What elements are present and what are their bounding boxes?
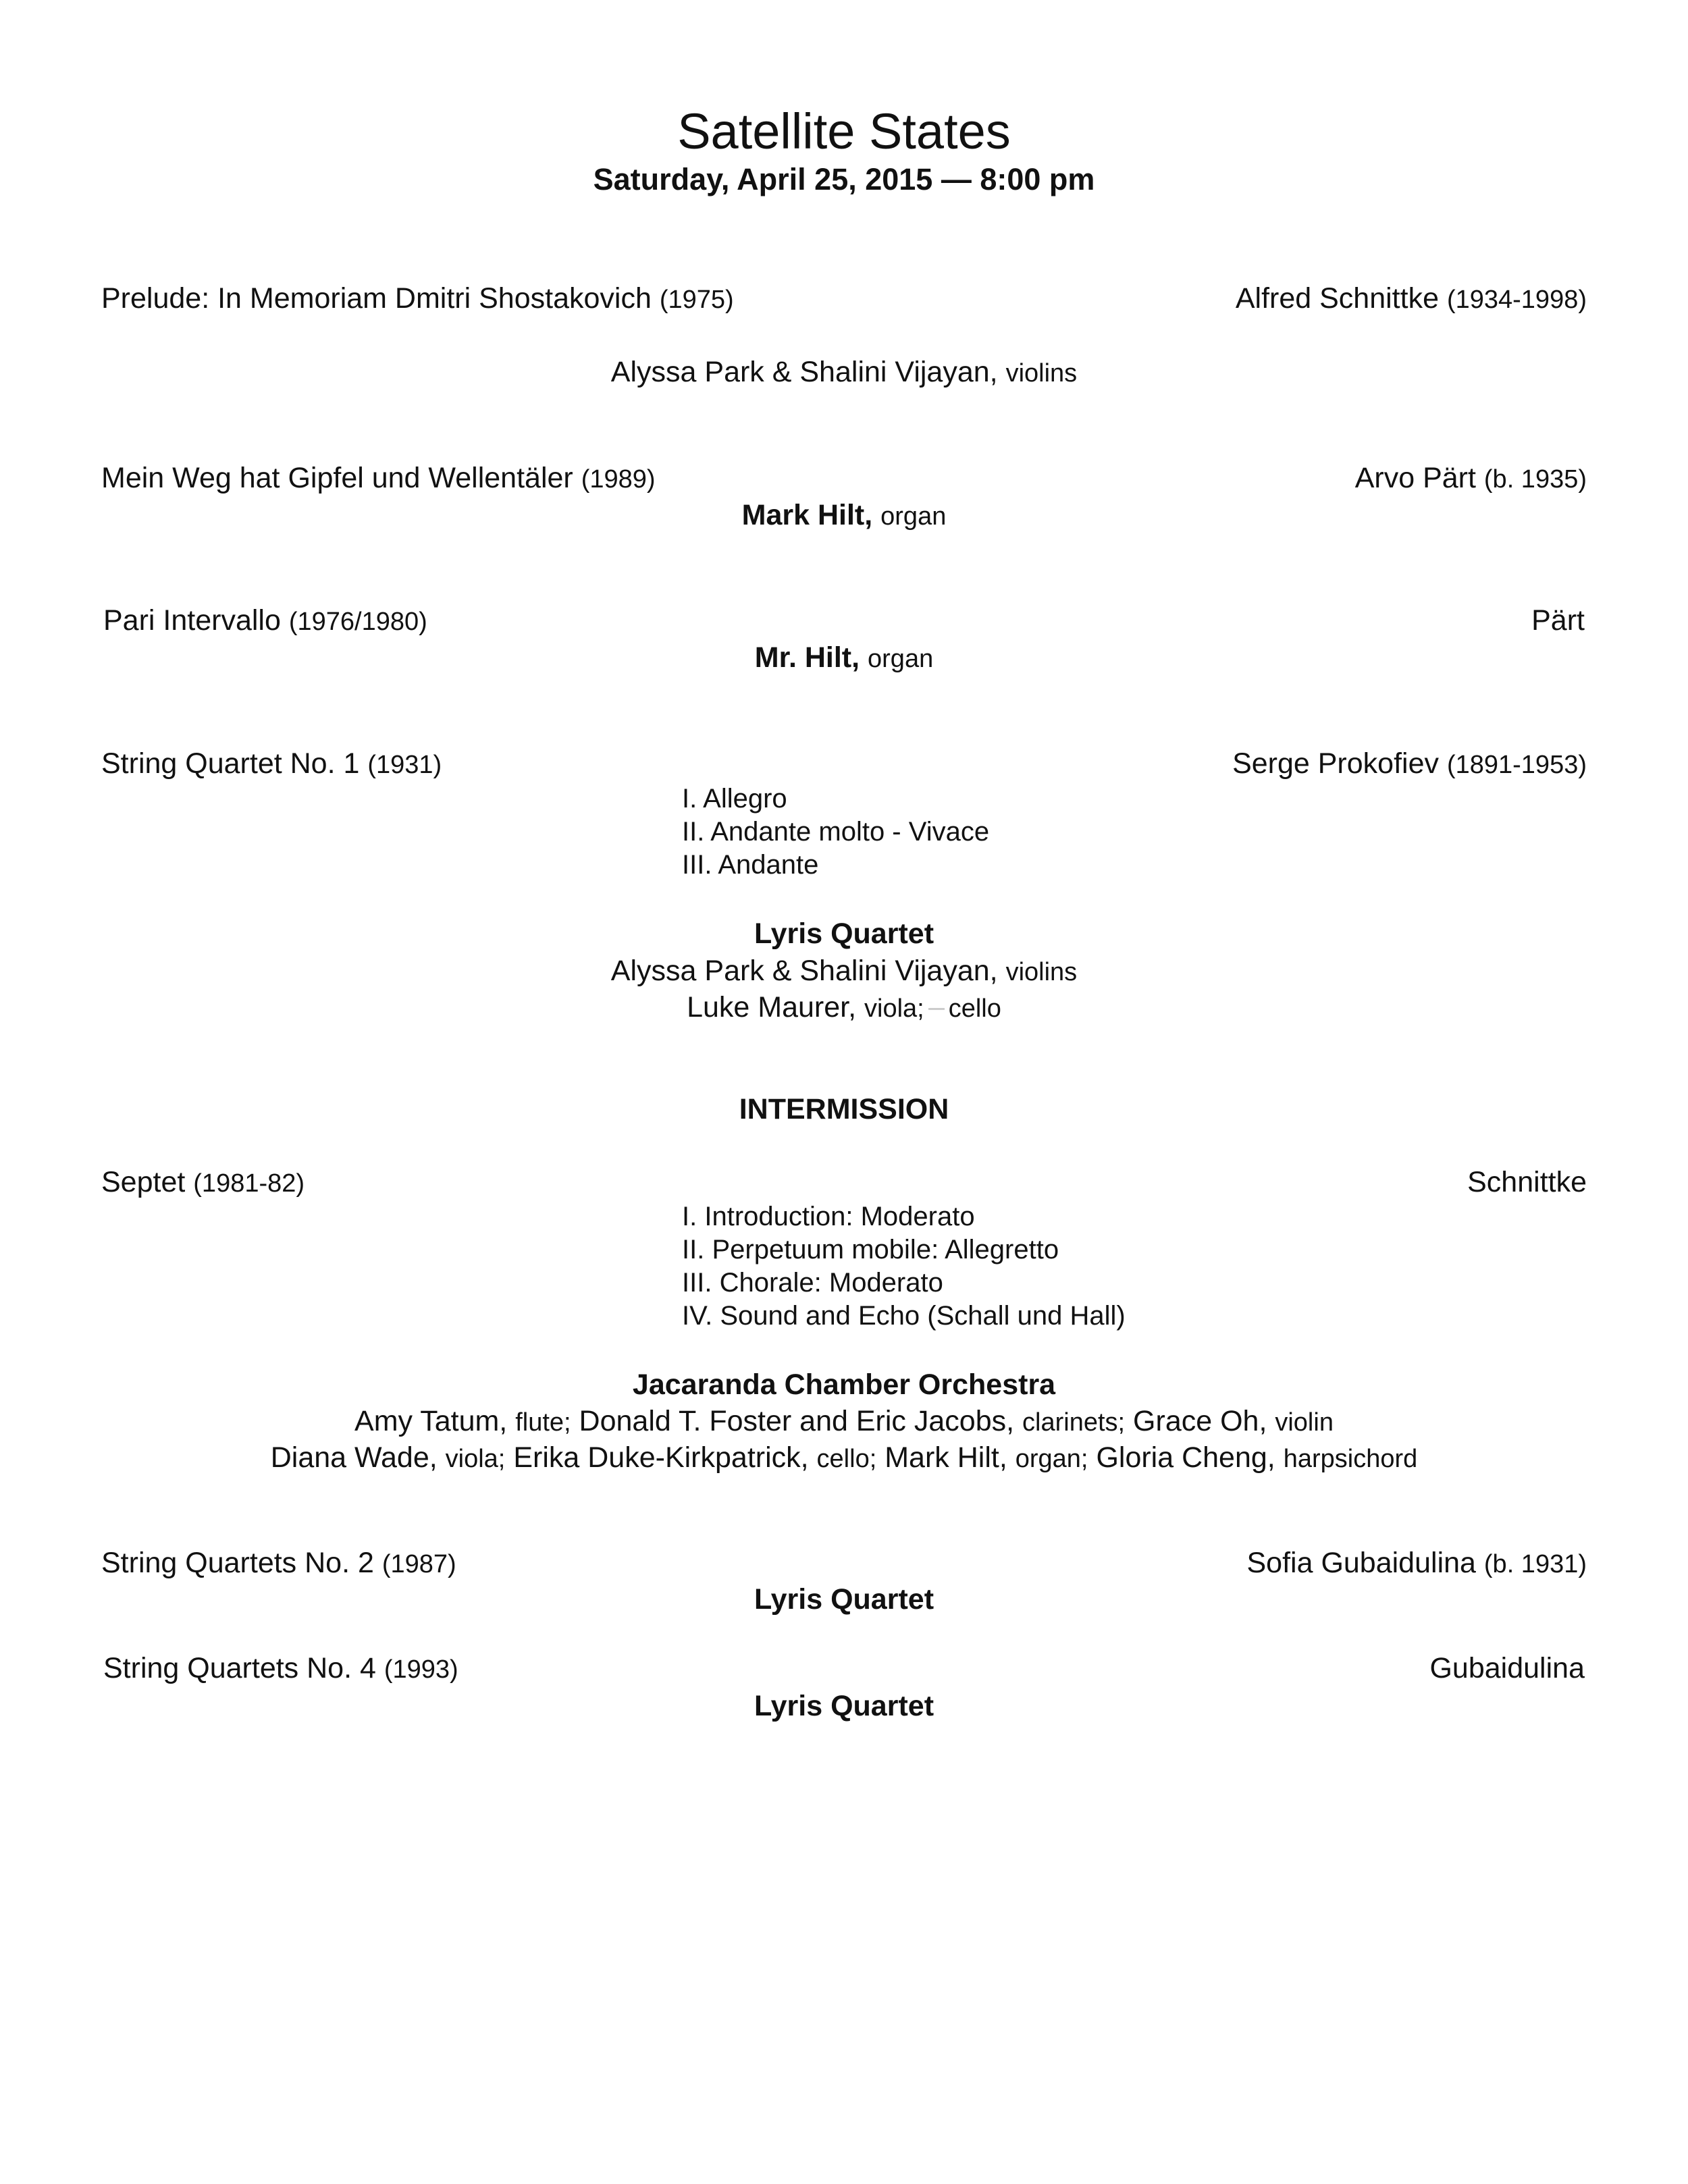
- performer-role: violins: [1005, 359, 1078, 388]
- piece-year: (1931): [367, 751, 442, 779]
- piece-title: String Quartets No. 2: [101, 1547, 374, 1579]
- piece2-title: [101, 459, 656, 498]
- piece4-performers-line2: [0, 988, 1688, 1028]
- performer-role: harpsichord: [1283, 1445, 1418, 1473]
- performer-role: viola;: [864, 994, 924, 1023]
- piece5-performers-row1: [0, 1402, 1688, 1441]
- movement: III. Andante: [682, 850, 819, 880]
- intermission-label: INTERMISSION: [739, 1093, 949, 1125]
- movement: II. Andante molto - Vivace: [682, 817, 990, 847]
- composer-dates: (1934-1998): [1446, 286, 1587, 314]
- piece4-composer: [1232, 745, 1587, 784]
- performer-name: Amy Tatum,: [354, 1405, 508, 1437]
- performer-role: organ: [868, 645, 934, 673]
- piece-title: Pari Intervallo: [103, 604, 281, 637]
- piece2-performer: [0, 496, 1688, 535]
- composer-dates: (b. 1931): [1483, 1550, 1587, 1578]
- performer-role: organ: [880, 502, 947, 531]
- piece7-composer: [1429, 1649, 1585, 1687]
- piece-year: (1987): [381, 1550, 456, 1578]
- piece-year: (1989): [581, 465, 656, 494]
- piece1-title: [101, 279, 734, 319]
- movement: II. Perpetuum mobile: Allegretto: [682, 1235, 1059, 1264]
- piece4-performers-line1: [0, 952, 1688, 991]
- performer-name: Erika Duke-Kirkpatrick,: [513, 1441, 809, 1474]
- performer-name: Mr. Hilt,: [754, 641, 860, 674]
- piece-year: (1976/1980): [288, 608, 427, 636]
- composer-name: Serge Prokofiev: [1232, 747, 1439, 780]
- concert-title: Satellite States: [677, 103, 1011, 159]
- piece5-composer: [1467, 1163, 1587, 1201]
- composer-name: Gubaidulina: [1429, 1652, 1585, 1684]
- composer-name: Pärt: [1531, 604, 1585, 637]
- piece-title: String Quartets No. 4: [103, 1652, 376, 1684]
- piece7-ensemble: Lyris Quartet: [754, 1690, 934, 1722]
- piece5-performers-row2: [0, 1439, 1688, 1478]
- piece-title: String Quartet No. 1: [101, 747, 360, 780]
- performer-role: organ;: [1015, 1445, 1088, 1473]
- composer-dates: (1891-1953): [1446, 751, 1587, 779]
- piece2-composer: [1355, 459, 1587, 498]
- piece5-ensemble: Jacaranda Chamber Orchestra: [632, 1368, 1056, 1401]
- piece-title: Prelude: In Memoriam Dmitri Shostakovich: [101, 282, 652, 315]
- piece-year: (1993): [384, 1655, 458, 1684]
- composer-name: Alfred Schnittke: [1235, 282, 1439, 315]
- performer-names: Alyssa Park & Shalini Vijayan,: [610, 955, 998, 987]
- piece3-composer: [1531, 602, 1585, 639]
- piece4-title: [101, 745, 442, 784]
- piece7-title: [103, 1649, 458, 1688]
- piece6-title: [101, 1544, 456, 1583]
- composer-name: Sofia Gubaidulina: [1246, 1547, 1476, 1579]
- movement: IV. Sound and Echo (Schall und Hall): [682, 1301, 1126, 1331]
- composer-name: Schnittke: [1467, 1166, 1587, 1198]
- piece3-title: [103, 602, 427, 641]
- movement: III. Chorale: Moderato: [682, 1268, 943, 1298]
- performer-role: violin: [1275, 1408, 1334, 1437]
- movement: I. Introduction: Moderato: [682, 1202, 975, 1231]
- performer-name: Grace Oh,: [1133, 1405, 1267, 1437]
- performer-role: violins: [1005, 958, 1078, 986]
- piece3-performer: [0, 639, 1688, 678]
- performer-role: flute;: [515, 1408, 571, 1437]
- piece1-composer: [1236, 279, 1587, 319]
- performer-name: Donald T. Foster and Eric Jacobs,: [579, 1405, 1015, 1437]
- concert-date: Saturday, April 25, 2015 — 8:00 pm: [593, 162, 1095, 196]
- performer-role: cello;: [816, 1445, 877, 1473]
- piece6-ensemble: Lyris Quartet: [754, 1583, 934, 1616]
- composer-dates: (b. 1935): [1483, 465, 1587, 494]
- piece1-performers: [0, 353, 1688, 392]
- performer-names: Alyssa Park & Shalini Vijayan,: [610, 356, 998, 388]
- performer-name: Mark Hilt,: [741, 499, 873, 531]
- piece6-composer: [1246, 1544, 1587, 1583]
- performer-role: cello: [948, 994, 1001, 1023]
- performer-name: Gloria Cheng,: [1096, 1441, 1275, 1474]
- performer-name: Luke Maurer,: [687, 991, 857, 1023]
- piece4-ensemble: Lyris Quartet: [754, 917, 934, 950]
- redacted-name-mark: [928, 1008, 945, 1010]
- performer-role: viola;: [445, 1445, 506, 1473]
- performer-role: clarinets;: [1022, 1408, 1126, 1437]
- movement: I. Allegro: [682, 784, 787, 814]
- composer-name: Arvo Pärt: [1354, 462, 1476, 494]
- piece5-title: [101, 1163, 305, 1202]
- performer-name: Diana Wade,: [270, 1441, 438, 1474]
- piece-title: Mein Weg hat Gipfel und Wellentäler: [101, 462, 573, 494]
- piece-year: (1981-82): [193, 1169, 305, 1198]
- piece-title: Septet: [101, 1166, 186, 1198]
- performer-name: Mark Hilt,: [885, 1441, 1007, 1474]
- piece-year: (1975): [659, 286, 734, 314]
